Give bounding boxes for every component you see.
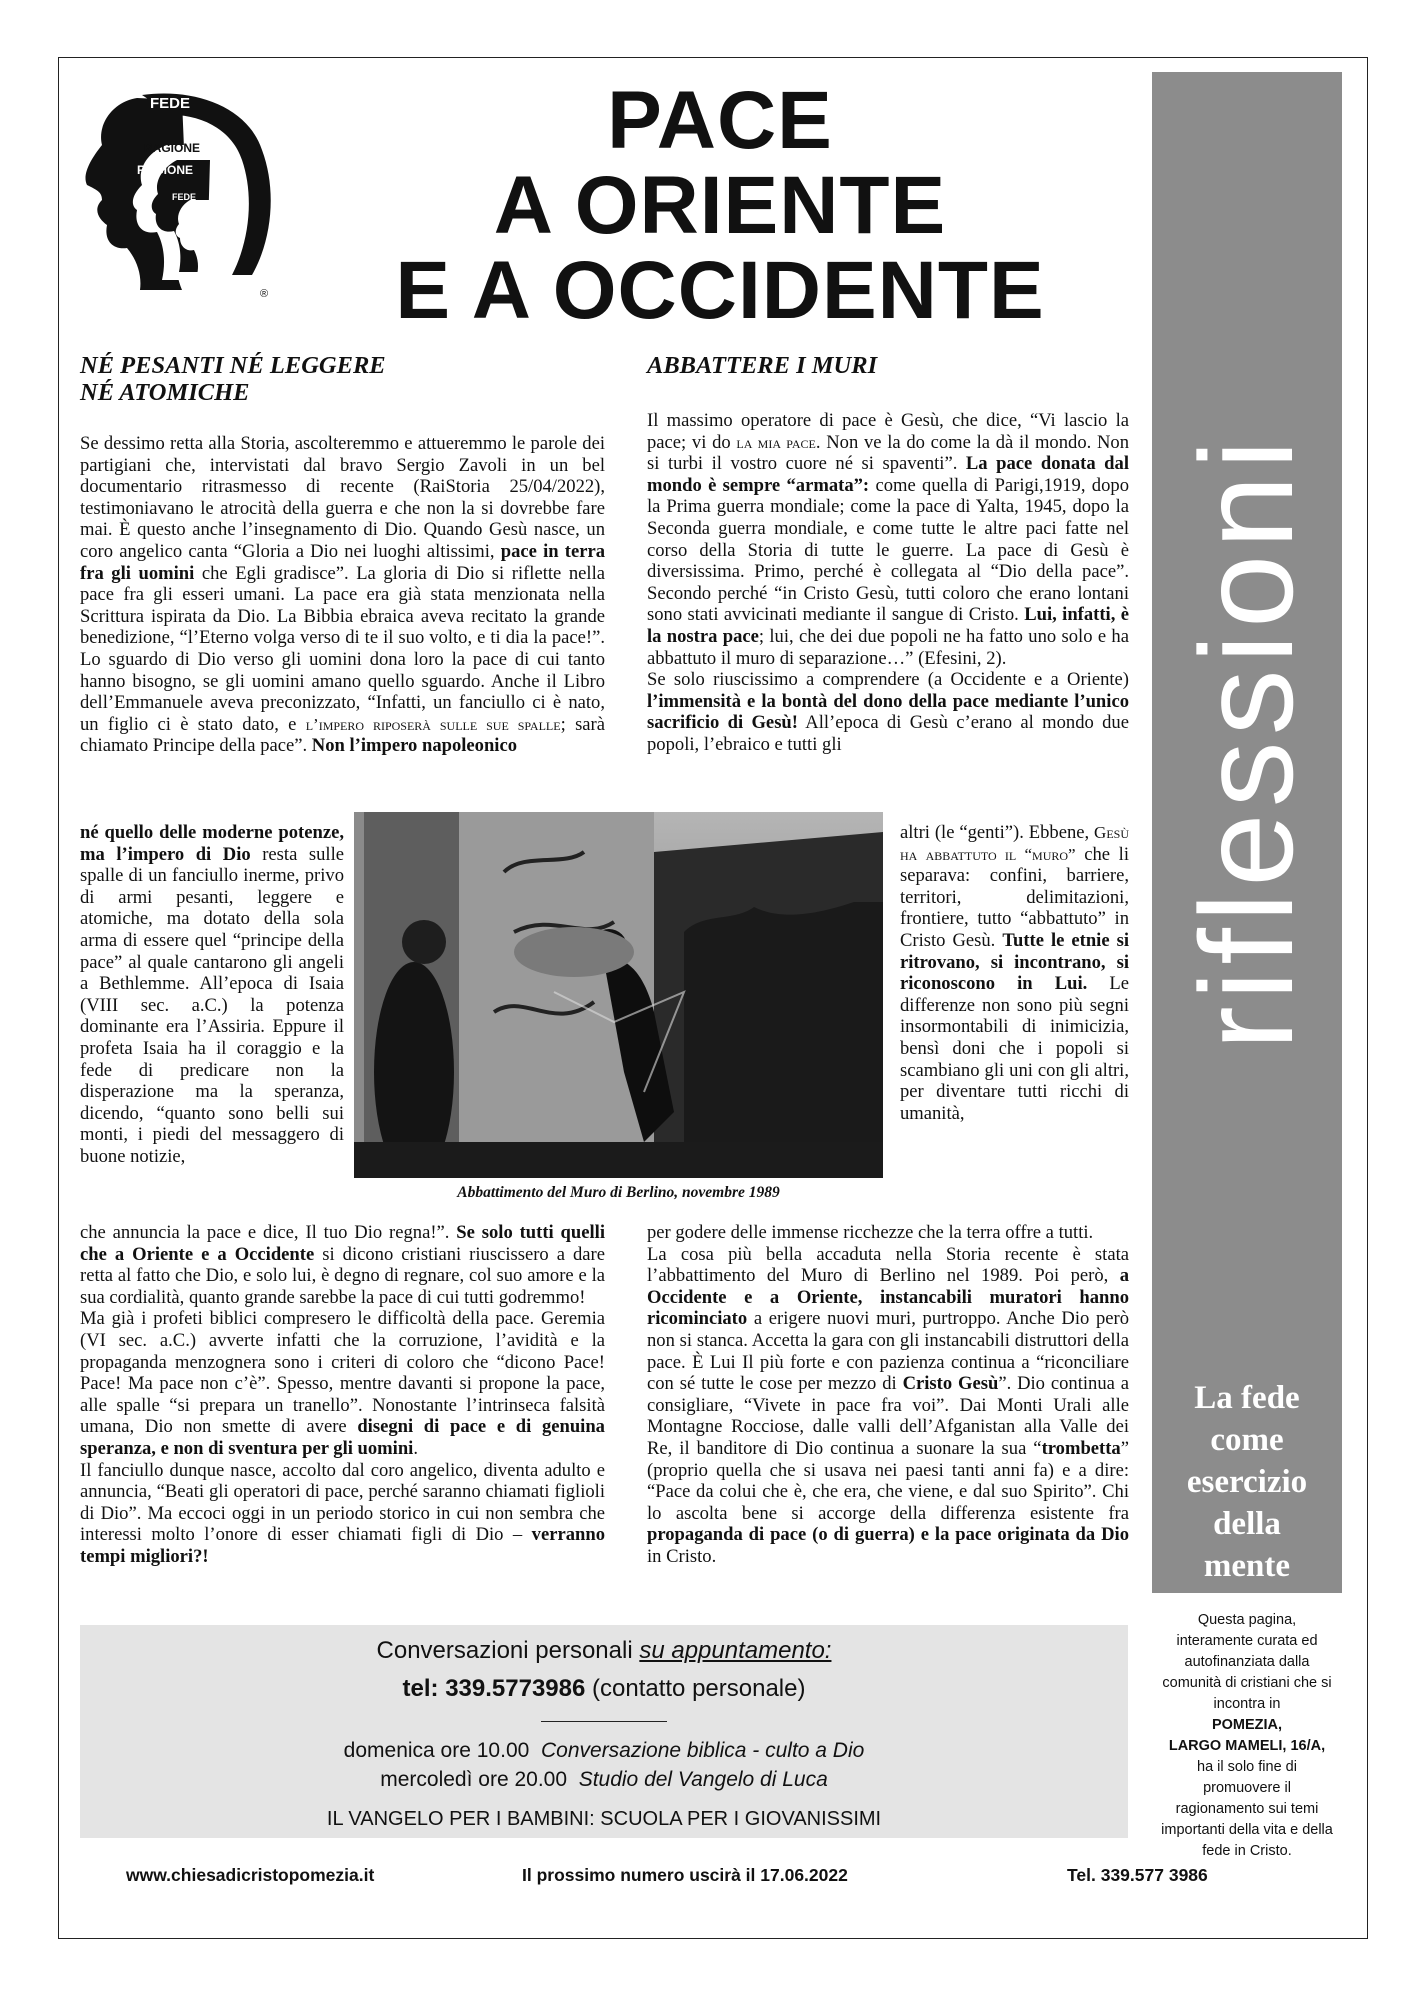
right-article-top xyxy=(647,410,1129,756)
text-run: in Cristo. xyxy=(647,1545,717,1567)
profiles-logo-icon xyxy=(82,90,282,300)
tagline-line: della xyxy=(1213,1506,1281,1542)
right-paragraph-2 xyxy=(647,669,1129,755)
phone-line xyxy=(80,1675,1128,1703)
tagline-line: La fede xyxy=(1194,1380,1300,1416)
left-paragraph-3 xyxy=(80,1308,605,1459)
text-run: per godere delle immense ricchezze che la terra offre a tutti. xyxy=(647,1222,1094,1243)
divider xyxy=(541,1721,667,1722)
text-run: ; lui, che dei due popoli ne ha fatto uno solo e ha abbattuto il muro di separazione…” (Efesini, 2). xyxy=(647,625,1129,669)
text-run: come quella di Parigi,1919, dopo la Prima guerra mondiale; come la pace di Yalta, 1945, dopo la Seconda guerra mondiale, e come tutte le altre paci fatte nel corso della Storia di tutte le guerre. La pace di Gesù è diversissima. Primo, perché è collegata al “Dio della pace”. Secondo perché “in Cristo Gesù, tutti coloro che erano lontani sono stati avvicinati mediante il sangue di Cristo. xyxy=(647,474,1129,626)
text-run: . xyxy=(413,1437,418,1459)
left-article-top xyxy=(80,433,605,757)
page-title xyxy=(330,75,1110,336)
text-run-italic: Studio del Vangelo di Luca xyxy=(578,1768,828,1791)
text-run-bold: a Occidente e a Oriente, instancabili muratori hanno ricominciato xyxy=(647,1265,1129,1330)
right-article-heading: ABBATTERE I MURI xyxy=(647,352,878,379)
logo-word-fede-1: FEDE xyxy=(150,95,191,112)
left-heading-line-2: NÉ ATOMICHE xyxy=(80,379,250,406)
text-run-bold: Se solo tutti quelli che a Oriente e a Occidente xyxy=(80,1222,605,1265)
right-paragraph-3 xyxy=(647,1222,1129,1244)
text-run: Il fanciullo dunque nasce, accolto dal coro angelico, diventa adulto e annuncia, “Beati gli operatori di pace, perché saranno chiamati figlioli di Dio”. Ma eccoci oggi in un periodo storico in cui non sembra che interessi molto l’onore di esser chiamati figli di Dio – xyxy=(80,1459,605,1546)
text-run: La cosa più bella accaduta nella Storia recente è stata l’abbattimento del Muro di Berlino nel 1989. Poi però, xyxy=(647,1243,1129,1287)
note-outro: ha il solo fine di promuovere il ragionamento sui temi importanti della vita e della fede in Cristo. xyxy=(1161,1759,1333,1859)
left-heading-line-1: NÉ PESANTI NÉ LEGGERE xyxy=(80,352,386,379)
section-name-vertical: riflessioni xyxy=(1173,433,1320,1051)
next-issue: Il prossimo numero uscirà il 17.06.2022 xyxy=(522,1865,848,1885)
contact-box xyxy=(80,1625,1128,1838)
schedule-sunday xyxy=(80,1739,1128,1763)
text-run-bold: né quello delle moderne potenze, ma l’impero di Dio xyxy=(80,822,344,865)
appointment-line xyxy=(80,1637,1128,1665)
registered-mark: ® xyxy=(260,288,269,300)
text-run-italic: Conversazione biblica - culto a Dio xyxy=(540,1739,865,1762)
text-run-bold: Tutte le etnie si ritrovano, si incontrano, si riconoscono in Lui. xyxy=(900,929,1129,995)
berlin-wall-photo xyxy=(354,812,883,1178)
text-run-underlined: su appuntamento: xyxy=(639,1637,832,1664)
text-run-smallcaps: l’impero riposerà sulle sue spalle xyxy=(305,714,561,734)
text-run-bold: l’immensità e la bontà del dono della pace mediante l’unico sacrificio di Gesù! xyxy=(647,690,1129,734)
children-school: IL VANGELO PER I BAMBINI: SCUOLA PER I GIOVANISSIMI xyxy=(326,1808,882,1830)
text-run-bold: Non l’impero napoleonico xyxy=(311,735,518,757)
footer-phone[interactable]: Tel. 339.577 3986 xyxy=(1067,1865,1208,1885)
text-run: Se solo riuscissimo a comprendere (a Occidente e a Oriente) xyxy=(647,669,1129,691)
left-article-bottom xyxy=(80,1222,605,1568)
text-run: ; sarà chiamato Principe della pace”. xyxy=(80,713,605,757)
logo-word-ragione-1: RAGIONE xyxy=(144,141,201,155)
tagline xyxy=(1152,1377,1342,1587)
tagline-line: esercizio xyxy=(1186,1464,1308,1500)
text-run: (contatto personale) xyxy=(585,1675,806,1702)
community-note xyxy=(1158,1610,1336,1862)
photo-caption: Abbattimento del Muro di Berlino, novembre 1989 xyxy=(457,1184,780,1201)
text-run: Le differenze non sono più segni insormontabili di inimicizia, bensì doni che i popoli si scambiano gli uni con gli altri, per diventare tutti ricchi di umanità, xyxy=(900,973,1129,1124)
text-run: che annuncia la pace e dice, Il tuo Dio regna!”. xyxy=(80,1222,457,1243)
title-line-2: A ORIENTE xyxy=(493,160,947,251)
left-paragraph-1 xyxy=(80,433,605,757)
text-run: All’epoca di Gesù c’erano al mondo due popoli, l’ebraico e tutti gli xyxy=(647,712,1129,755)
logo xyxy=(82,90,282,300)
right-article-wrap xyxy=(900,822,1129,1124)
note-intro: Questa pagina, interamente curata ed autofinanziata dalla comunità di cristiani che si incontra in xyxy=(1162,1612,1332,1712)
text-run-bold: La pace donata dal mondo è sempre “armata”: xyxy=(647,453,1129,496)
note-address: LARGO MAMELI, 16/A, xyxy=(1168,1738,1326,1754)
left-paragraph-2 xyxy=(80,1222,605,1308)
left-article-heading xyxy=(80,352,640,406)
text-run: che li separava: confini, barriere, territori, delimitazioni, frontiere, tutto “abbattuto” in Cristo Gesù. xyxy=(900,843,1129,951)
text-run-smallcaps: la mia pace xyxy=(736,432,816,452)
text-run: Ma già i profeti biblici compresero le difficoltà della pace. Geremia (VI sec. a.C.) avverte infatti che la corruzione, l’avidità e la propaganda menzognera sono i criteri di coloro che “dicono Pace! Pace! Ma pace non c’è”. Spesso, mentre davanti si propone la pace, alle spalle “si prepara un tranello”. Nonostante l’intrinseca falsità umana, Dio non smette di avere xyxy=(80,1308,605,1438)
right-article-bottom xyxy=(647,1222,1129,1568)
left-paragraph-4 xyxy=(80,1460,605,1568)
schedule-wednesday xyxy=(80,1768,1128,1792)
text-run: . Non ve la do come la dà il mondo. Non si turbi il vostro cuore né si spaventi”. xyxy=(647,431,1129,475)
photo-illustration xyxy=(354,812,883,1178)
text-run: si dicono cristiani riuscissero a dare retta al fatto che Dio, e solo lui, è degno di regnare, col suo amore e la sua cordialità, quanto grande sarebbe la pace di cui tutti godremmo! xyxy=(80,1243,605,1308)
text-run-bold: Cristo Gesù xyxy=(902,1373,999,1395)
text-run: mercoledì ore 20.00 xyxy=(380,1768,568,1791)
text-run: ”. Dio continua a consigliare, “Vivete in pace fra voi”. Dai Monti Urali alle Montagne Rocciose, dalle valli dell’Afganistan alla Valle dei Re, il banditore di Dio continua a suonare la sua “ xyxy=(647,1373,1130,1459)
text-run: domenica ore 10.00 xyxy=(343,1739,530,1762)
right-paragraph-4 xyxy=(647,1244,1129,1568)
text-run-bold: disegni di pace e di genuina speranza, e non di sventura per gli uomini xyxy=(80,1416,605,1459)
left-article-wrap xyxy=(80,822,344,1168)
text-run-bold: Lui, infatti, è la nostra pace xyxy=(647,604,1129,647)
text-run: Conversazioni personali xyxy=(376,1637,640,1664)
left-wrap-text xyxy=(80,822,344,1168)
right-wrap-text xyxy=(900,822,1129,1124)
text-run-bold: verranno tempi migliori?! xyxy=(80,1524,605,1567)
logo-word-ragione-2: RAGIONE xyxy=(137,163,194,177)
phone-link[interactable]: tel: 339.5773986 xyxy=(402,1675,586,1702)
note-place: POMEZIA, xyxy=(1211,1717,1283,1733)
website-link[interactable]: www.chiesadicristopomezia.it xyxy=(126,1865,375,1885)
title-line-3: E A OCCIDENTE xyxy=(395,245,1045,336)
text-run-bold: trombetta xyxy=(1041,1437,1121,1459)
text-run: a erigere nuovi muri, purtroppo. Anche Dio però non si stanca. Accetta la gara con gli instancabili distruttori della pace. È Lui Il più forte e con pazienza continua a “riconciliare con sé tutte le cose per mezzo di xyxy=(647,1308,1129,1395)
text-run: Se dessimo retta alla Storia, ascolteremmo e attueremmo le parole dei partigiani che, intervistati dal bravo Sergio Zavoli in un bel documentario ritrasmesso di recente (RaiStoria 25/04/2022), testimoniavano le atrocità della guerra e che non la si dovrebbe fare mai. È questo anche l’insegnamento di Dio. Quando Gesù nasce, un coro angelico canta “Gloria a Dio nei luoghi altissimi, xyxy=(80,433,605,562)
tagline-line: mente xyxy=(1203,1548,1291,1584)
text-run-bold: propaganda di pace (o di guerra) e la pace originata da Dio xyxy=(647,1524,1129,1546)
text-run: resta sulle spalle di un fanciullo inerme, privo di armi pesanti, leggere e atomiche, ma dotato della sola arma di essere quel “principe della pace” al quale cantarono gli angeli a Bethlemme. All’epoca di Isaia (VIII sec. a.C.) la potenza dominante era l’Assiria. Eppure il profeta Isaia ha il coraggio e la fede di predicare non la disperazione ma la speranza, dicendo, “quanto sono belli sui monti, i piedi del messaggero di buone notizie, xyxy=(80,843,344,1167)
text-run: ” (proprio quella che si usava nei paesi tanti anni fa) e a dire: “Pace da colui che è, che era, che viene, e dal suo Spirito”. Chi lo ascolta bene si accorge della differenza esistente fra xyxy=(647,1437,1129,1524)
right-paragraph-1 xyxy=(647,410,1129,669)
text-run: altri (le “genti”). Ebbene, xyxy=(900,822,1095,843)
text-run-bold: pace in terra fra gli uomini xyxy=(80,540,606,584)
text-run-smallcaps: Gesù ha abbattuto il “muro” xyxy=(900,823,1129,864)
text-run: Il massimo operatore di pace è Gesù, che dice, “Vi lascio la pace; vi do xyxy=(647,410,1129,453)
title-line-1: PACE xyxy=(607,75,833,166)
text-run: che Egli gradisce”. La gloria di Dio si riflette nella pace fra gli esseri umani. La pace era già stata menzionata nella Scrittura ispirata da Dio. La Bibbia ebraica aveva recitato la grande benedizione, “l’Eterno volga verso di te il suo volto, e ti dia la pace!”. Lo sguardo di Dio verso gli uomini dona loro la pace di cui tanto hanno bisogno, se gli uomini amano quello sguardo. Anche il Libro dell’Emmanuele aveva preconizzato, “Infatti, un fanciullo ci è nato, un figlio ci è stato dato, e xyxy=(80,562,606,735)
logo-word-fede-2: FEDE xyxy=(172,192,197,202)
sidebar-band xyxy=(1152,72,1342,1593)
tagline-line: come xyxy=(1210,1422,1284,1458)
